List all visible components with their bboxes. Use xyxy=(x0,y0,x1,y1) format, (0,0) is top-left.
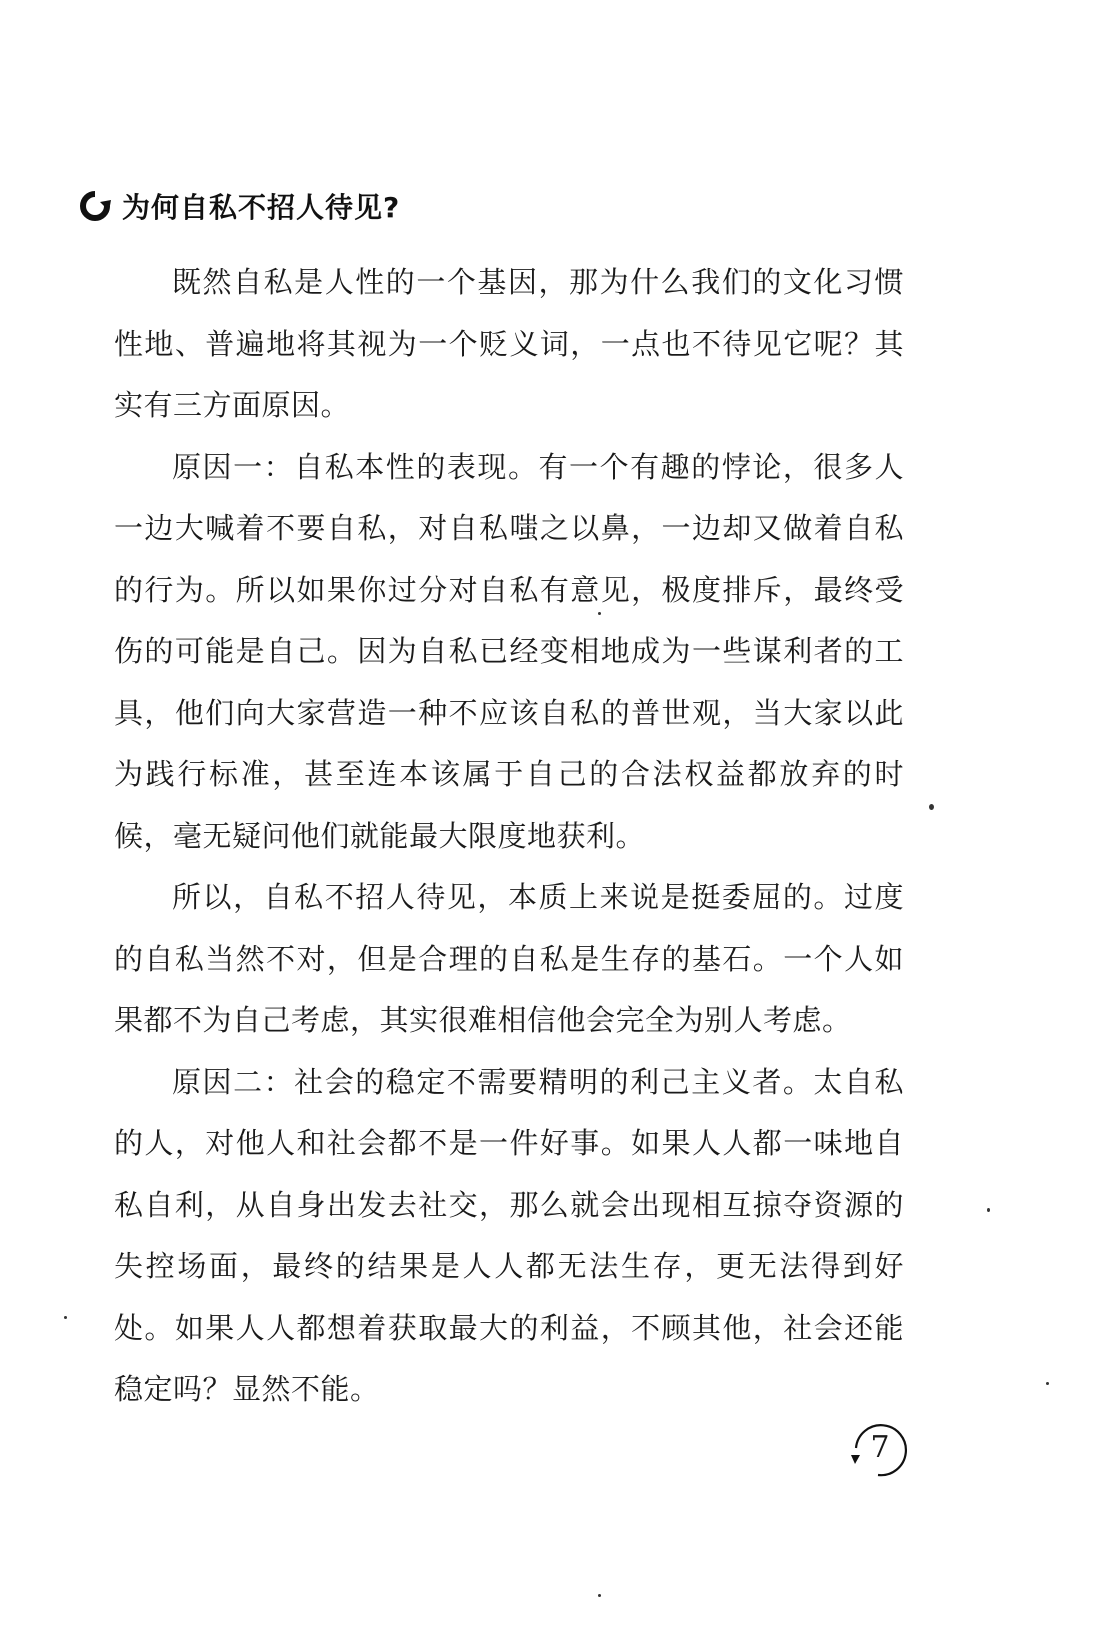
scan-speck xyxy=(64,1316,67,1319)
scan-speck xyxy=(598,1594,601,1597)
paragraph: 既然自私是人性的一个基因，那为什么我们的文化习惯性地、普遍地将其视为一个贬义词，一点也不待见它呢？其实有三方面原因。 xyxy=(114,265,904,422)
scan-speck xyxy=(987,1208,990,1212)
paragraph: 原因一：自私本性的表现。有一个有趣的悖论，很多人一边大喊着不要自私，对自私嗤之以鼻，一边却又做着自私的行为。所以如果你过分对自私有意见，极度排斥，最终受伤的可能是自己。因为自私已经变相地成为一些谋利者的工具，他们向大家营造一种不应该自私的普世观，当大家以此为践行标准，甚至连本该属于自己的合法权益都放弃的时候，毫无疑问他们就能最大限度地获利。 xyxy=(114,449,904,853)
body-text xyxy=(114,252,904,1421)
page-number-text: 7 xyxy=(870,1430,890,1465)
scan-speck xyxy=(598,612,601,615)
scan-speck xyxy=(929,804,934,810)
section-heading xyxy=(78,186,400,226)
scan-speck xyxy=(1046,1382,1049,1385)
paragraph: 原因二：社会的稳定不需要精明的利己主义者。太自私的人，对他人和社会都不是一件好事。如果人人都一味地自私自利，从自身出发去社交，那么就会出现相互掠夺资源的失控场面，最终的结果是人人都无法生存，更无法得到好处。如果人人都想着获取最大的利益，不顾其他，社会还能稳定吗？显然不能。 xyxy=(114,1064,904,1406)
heading-text: 为何自私不招人待见? xyxy=(122,191,401,224)
page-number xyxy=(848,1418,912,1482)
circular-arrow-icon xyxy=(78,189,112,223)
paragraph: 所以，自私不招人待见，本质上来说是挺委屈的。过度的自私当然不对，但是合理的自私是生存的基石。一个人如果都不为自己考虑，其实很难相信他会完全为别人考虑。 xyxy=(114,880,904,1037)
